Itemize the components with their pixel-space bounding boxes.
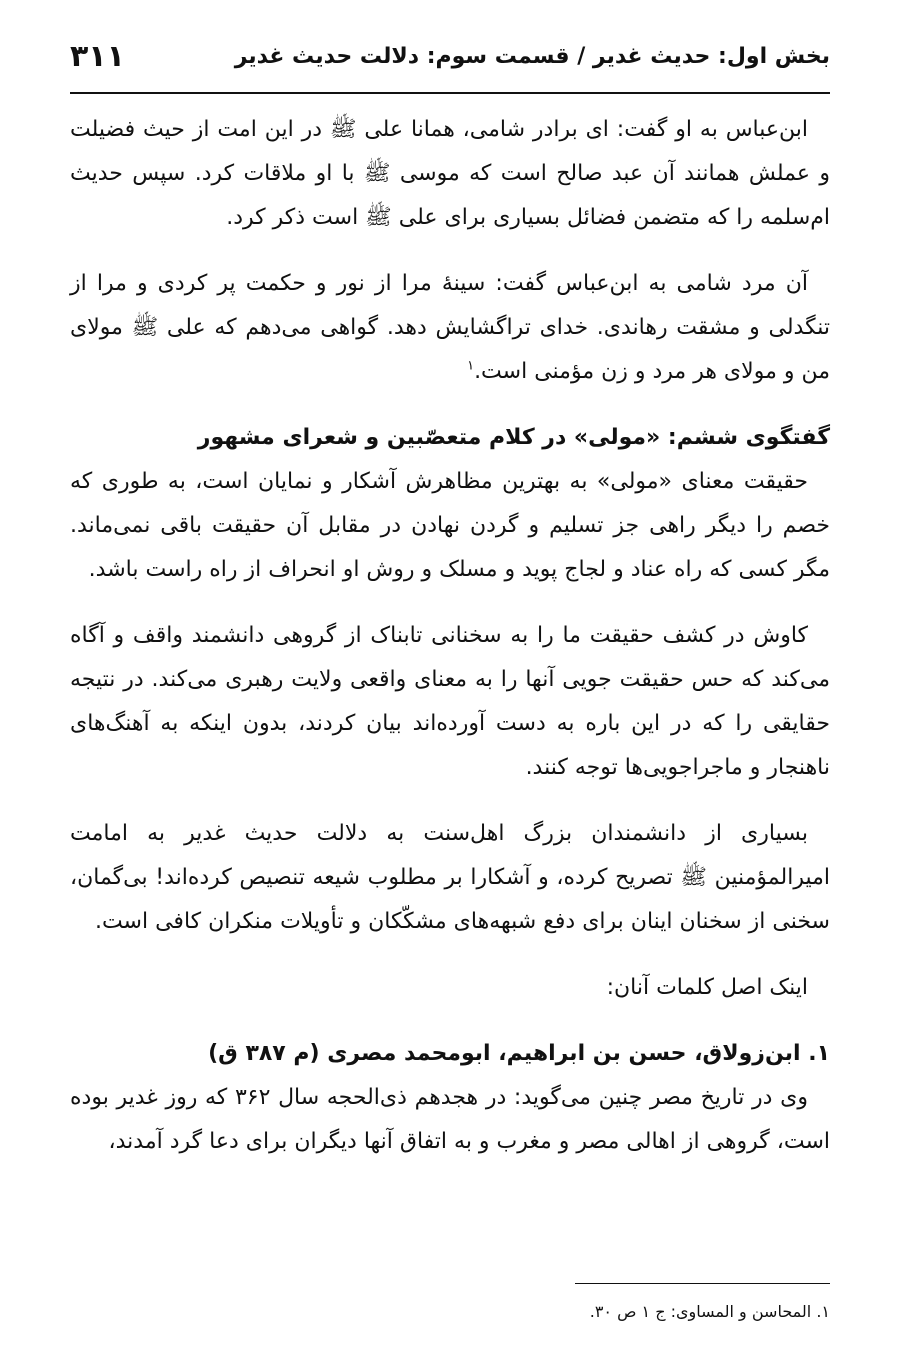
paragraph-3: حقیقت معنای «مولی» به بهترین مظاهرش آشکار و نمایان است، به طوری که خصم را دیگر راهی جز تسلیم و گردن نهادن در مقابل آن حقیقت باقی نمی‌ماند. مگر کسی که راه عناد و لجاج پوید و مسلک و روش او انحراف از راه راست باشد. <box>70 469 830 582</box>
section-heading-6: گفتگوی ششم: «مولی» در کلام متعصّبین و شعرای مشهور <box>197 425 830 450</box>
paragraph-1: ابن‌عباس به او گفت: ای برادر شامی، همانا علی ﷺ در این امت از حیث فضیلت و عملش همانند آن عبد صالح است که موسی ﷺ با او ملاقات کرد. سپس حدیث ام‌سلمه را که متضمن فضائل بسیاری برای علی ﷺ است ذکر کرد. <box>70 117 830 230</box>
paragraph-2-text: آن مرد شامی به ابن‌عباس گفت: سینهٔ مرا از نور و حکمت پر کردی و مرا از تنگدلی و مشقت رهاندی. خدای تراگشایش دهد. گواهی می‌دهم که علی ﷺ مولای من و مولای هر مرد و زن مؤمنی است. <box>70 271 830 384</box>
page-header <box>70 30 830 82</box>
paragraph-4: کاوش در کشف حقیقت ما را به سخنانی تابناک از گروهی دانشمند واقف و آگاه می‌کند که حس حقیقت جویی آنها را به معنای واقعی ولایت رهبری می‌کند. در نتیجه حقایقی را که در این باره به دست آورده‌اند بیان کردند، بدون اینکه به آهنگ‌های ناهنجار و ماجراجویی‌ها توجه کنند. <box>70 623 830 780</box>
paragraph-6: اینک اصل کلمات آنان: <box>606 975 808 1000</box>
footnote-reference: ۱ <box>467 358 475 374</box>
paragraph-7: وی در تاریخ مصر چنین می‌گوید: در هجدهم ذی‌الحجه سال ۳۶۲ که روز غدیر بوده است، گروهی از اهالی مصر و مغرب و به اتفاق آنها دیگران برای دعا گرد آمدند، <box>70 1085 830 1154</box>
paragraph-5: بسیاری از دانشمندان بزرگ اهل‌سنت به دلالت حدیث غدیر به امامت امیرالمؤمنین ﷺ تصریح کرده، و آشکارا بر مطلوب شیعه تنصیص کرده‌اند! بی‌گمان، سخنی از سخنان اینان برای دفع شبهه‌های مشکّکان و تأویلات منکران کافی است. <box>70 821 830 934</box>
header-rule <box>70 92 830 94</box>
footnote-rule <box>575 1283 830 1284</box>
subsection-heading-1: ۱. ابن‌زولاق، حسن بن ابراهیم، ابومحمد مصری (م ۳۸۷ ق) <box>208 1041 830 1066</box>
paragraph-2 <box>70 262 830 394</box>
body-text <box>70 108 830 1164</box>
footnote: ۱. المحاسن و المساوی: ج ۱ ص ۳۰. <box>589 1302 830 1321</box>
running-head: بخش اول: حدیث غدیر / قسمت سوم: دلالت حدیث غدیر <box>234 43 830 69</box>
page-number: ۳۱۱ <box>70 38 125 74</box>
